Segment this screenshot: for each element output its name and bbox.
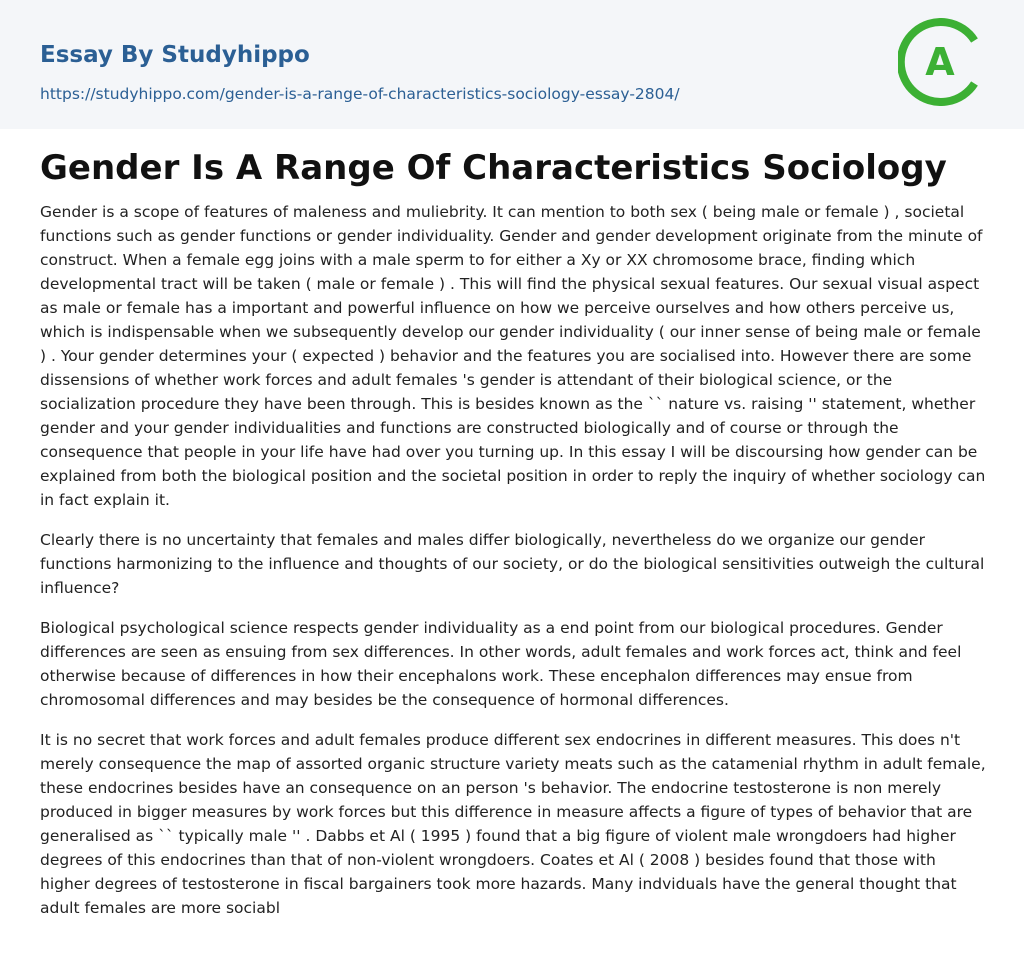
logo-letter: A: [925, 40, 955, 84]
paragraph: It is no secret that work forces and adult females produce different sex endocrines in different measures. This does n't merely consequence the map of assorted organic structure variety meats such as the catamenial rhythm in adult female, these endocrines besides have an consequence on an person 's behavior. The endocrine testosterone is non merely produced in bigger measures by work forces but this difference in measure affects a figure of types of behavior that are generalised as `` typically male '' . Dabbs et Al ( 1995 ) found that a big figure of violent male wrongdoers had higher degrees of this endocrines than that of non-violent wrongdoers. Coates et Al ( 2008 ) besides found that those with higher degrees of testosterone in fiscal bargainers took more hazards. Many indviduals have the general thought that adult females are more sociabl: [40, 731, 986, 917]
brand-title[interactable]: Essay By Studyhippo: [40, 42, 310, 68]
paragraph: Gender is a scope of features of maleness and muliebrity. It can mention to both sex ( being male or female ) , societal functions such as gender functions or gender individuality. Gender and gender development originate from the minute of construct. When a female egg joins with a male sperm to for either a Xy or XX chromosome brace, finding which developmental tract will be taken ( male or female ) . This will find the physical sexual features. Our sexual visual aspect as male or female has a important and powerful influence on how we perceive ourselves and how others perceive us, which is indispensable when we subsequently develop our gender individuality ( our inner sense of being male or female ) . Your gender determines your ( expected ) behavior and the features you are socialised into. However there are some dissensions of whether work forces and adult females 's gender is attendant of their biological science, or the socialization procedure they have been through. This is besides known as the `` nature vs. raising '' statement, whether gender and your gender individualities and functions are constructed biologically and of course or through the consequence that people in your life have had over you turning up. In this essay I will be discoursing how gender can be explained from both the biological position and the societal position in order to reply the inquiry of whether sociology can in fact explain it.: [40, 203, 986, 509]
paragraph: Clearly there is no uncertainty that females and males differ biologically, nevertheless do we organize our gender functions harmonizing to the influence and thoughts of our society, or do the biological sensitivities outweigh the cultural influence?: [40, 531, 985, 597]
essay-url-link[interactable]: https://studyhippo.com/gender-is-a-range-of-characteristics-sociology-essay-2804/: [40, 85, 680, 103]
paragraph: Biological psychological science respects gender individuality as a end point from our biological procedures. Gender differences are seen as ensuing from sex differences. In other words, adult females and work forces act, think and feel otherwise because of differences in how their encephalons work. These encephalon differences may ensue from chromosomal differences and may besides be the consequence of hormonal differences.: [40, 619, 962, 709]
page-title: Gender Is A Range Of Characteristics Sociology: [40, 148, 947, 188]
essay-body: [40, 200, 986, 936]
